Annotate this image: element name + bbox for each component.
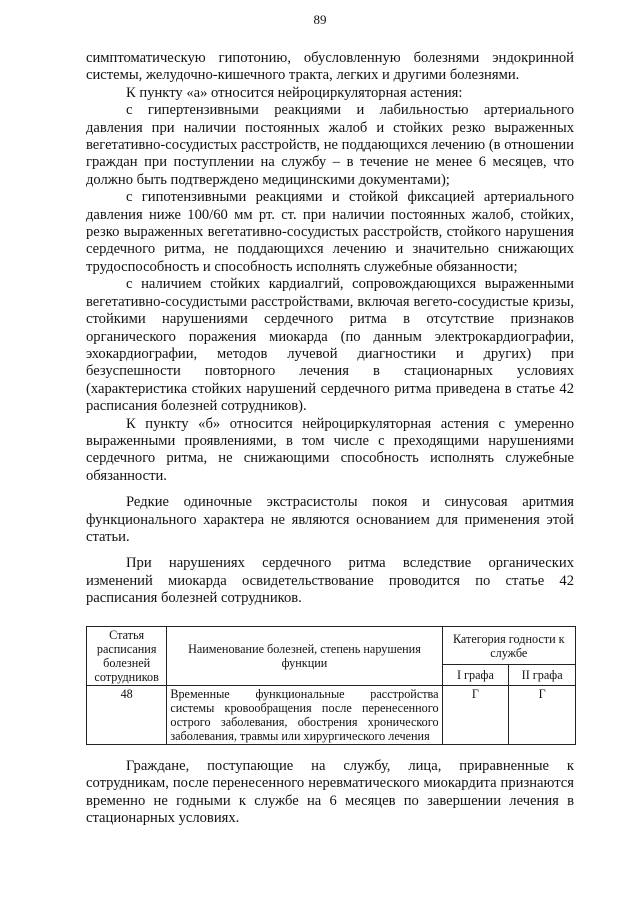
article-number: 48 [87, 686, 167, 745]
fitness-category-table [86, 626, 576, 745]
closing-section [86, 758, 574, 828]
paragraph: При нарушениях сердечного ритма вследствие органических изменений миокарда освидетельствование проводится по статье 42 расписания болезней сотрудников. [86, 555, 574, 607]
page-number: 89 [313, 12, 327, 27]
header-disease-name: Наименование болезней, степень нарушения функции [167, 627, 442, 686]
paragraph: с наличием стойких кардиалгий, сопровождающихся выраженными вегетативно-сосудистыми расстройствами, включая вегето-сосудистые кризы, стойкими нарушениями сердечного ритма в отсутствие признаков органического поражения миокарда (по данным электрокардиографии, эхокардиографии, методов лучевой диагностики и других) при безуспешности повторного лечения в стационарных условиях (характеристика стойких нарушений сердечного ритма приведена в статье 42 расписания болезней сотрудников). [86, 276, 574, 415]
header-column-1: I графа [442, 665, 509, 686]
header-fitness-category: Категория годности к службе [442, 627, 575, 665]
header-article: Статья расписания болезней сотрудников [87, 627, 167, 686]
paragraph: Граждане, поступающие на службу, лица, приравненные к сотрудникам, после перенесенного неревматического миокардита признаются временно не годными к службе на 6 месяцев по завершении лечения в стационарных условиях. [86, 758, 574, 827]
header-column-2: II графа [509, 665, 576, 686]
paragraph: К пункту «б» относится нейроциркуляторная астения с умеренно выраженными проявлениями, в том числе с преходящими нарушениями сердечного ритма, не снижающими способность исполнять служебные обязанности. [86, 415, 574, 484]
category-column-2: Г [509, 686, 576, 745]
disease-name: Временные функциональные расстройства системы кровообращения после перенесенного острого заболевания, обострения хронического заболевания, травмы или хирургического лечения [167, 686, 442, 745]
paragraph: с гипертензивными реакциями и лабильностью артериального давления при наличии постоянных жалоб и стойких резко выраженных вегетативно-сосудистых расстройств, не поддающихся лечению (в отношении граждан при поступлении на службу – в течение не менее 6 месяцев, что должно быть подтверждено медицинскими документами); [86, 102, 574, 188]
table-header-row [87, 627, 576, 665]
paragraph: Редкие одиночные экстрасистолы покоя и синусовая аритмия функционального характера не являются основанием для применения этой статьи. [86, 494, 574, 545]
paragraph: с гипотензивными реакциями и стойкой фиксацией артериального давления ниже 100/60 мм рт. ст. при наличии постоянных жалоб, стойких, резко выраженных вегетативно-сосудистых расстройств, стойкого нарушения сердечного ритма, не поддающихся лечению и значительно снижающих трудоспособность и способность исполнять служебные обязанности; [86, 189, 574, 275]
table-row [87, 686, 576, 745]
document-body [86, 50, 574, 608]
paragraph: К пункту «а» относится нейроциркуляторная астения: [126, 84, 463, 101]
paragraph: симптоматическую гипотонию, обусловленную болезнями эндокринной системы, желудочно-кишечного тракта, легких и другими болезнями. [86, 50, 574, 84]
category-column-1: Г [442, 686, 509, 745]
